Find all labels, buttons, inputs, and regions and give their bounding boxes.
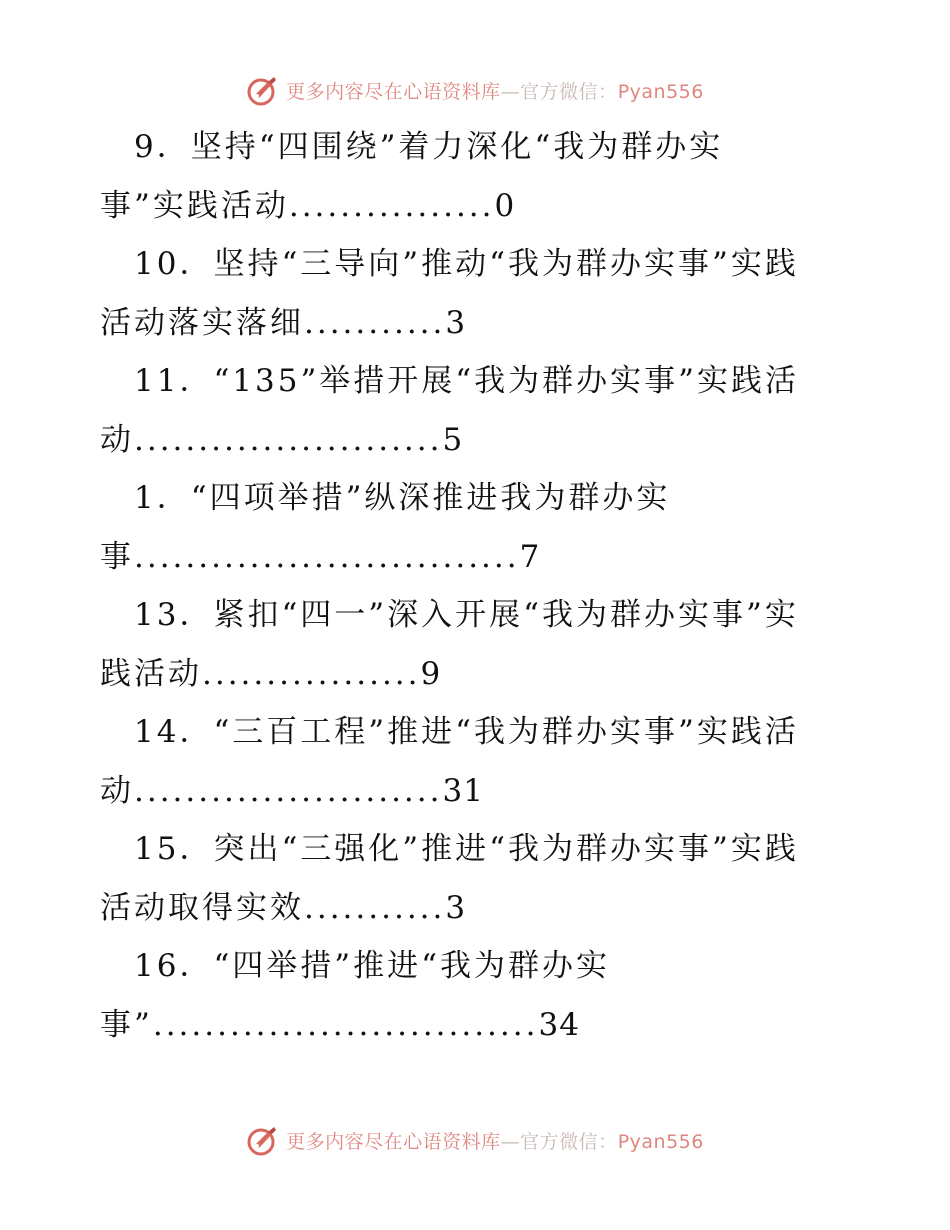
toc-entry-title-line: 14．“三百工程”推进“我为群办实事”实践活 [134, 714, 799, 750]
toc-page-number: 0 [494, 187, 516, 224]
toc-entry-leader-line [100, 294, 860, 353]
toc-entry[interactable] [100, 820, 860, 937]
toc-page-number: 7 [519, 538, 541, 575]
toc-entry[interactable] [100, 703, 860, 820]
watermark-text [286, 1127, 704, 1154]
toc-page-number: 31 [442, 772, 484, 809]
watermark-dash: — [500, 1130, 521, 1153]
toc-entry-leader-line [100, 645, 860, 704]
watermark-header [0, 70, 950, 110]
toc-entry-leader-line [100, 411, 860, 470]
watermark-official-label: 官方微信： [520, 1130, 618, 1153]
toc-entry-title-end: 践活动................. [100, 655, 421, 692]
toc-entry-leader-line [100, 528, 860, 587]
pen-logo-icon [246, 1123, 280, 1157]
toc-entry-title-line: 10．坚持“三导向”推动“我为群办实事”实践 [134, 246, 799, 282]
toc-entry[interactable] [100, 352, 860, 469]
watermark-site-text: 更多内容尽在心语资料库 [286, 80, 501, 103]
toc-page-number: 9 [420, 655, 442, 692]
pen-logo-icon [246, 73, 280, 107]
toc-entry-title-end: 活动取得实效........... [100, 889, 446, 926]
toc-entry-title-end: 事”实践活动................ [100, 187, 495, 224]
toc-entry-leader-line [100, 762, 860, 821]
toc-entry-title-end: 事.............................. [100, 538, 520, 575]
toc-entry-title-line: 9．坚持“四围绕”着力深化“我为群办实 [134, 129, 724, 165]
watermark-official-label: 官方微信： [520, 80, 618, 103]
toc-entry[interactable] [100, 586, 860, 703]
watermark-dash: — [500, 80, 521, 103]
toc-entry-title-end: 动........................ [100, 772, 443, 809]
toc-entry-title-line: 1．“四项举措”纵深推进我为群办实 [134, 480, 671, 516]
toc-entry[interactable] [100, 937, 860, 1054]
toc-entry-leader-line [100, 996, 860, 1055]
table-of-contents [100, 118, 860, 1054]
watermark-text [286, 77, 704, 104]
toc-page-number: 5 [442, 421, 464, 458]
toc-page-number: 3 [445, 889, 467, 926]
toc-entry-leader-line [100, 177, 860, 236]
toc-entry-title-line: 15．突出“三强化”推进“我为群办实事”实践 [134, 831, 799, 867]
toc-entry-title-line: 16．“四举措”推进“我为群办实 [134, 948, 610, 984]
watermark-account-id: Pyan556 [617, 80, 704, 103]
toc-entry[interactable] [100, 469, 860, 586]
watermark-account-id: Pyan556 [617, 1130, 704, 1153]
toc-entry-title-end: 活动落实落细........... [100, 304, 446, 341]
watermark-footer [0, 1120, 950, 1160]
toc-entry-title-end: 事”.............................. [100, 1006, 539, 1043]
watermark-site-text: 更多内容尽在心语资料库 [286, 1130, 501, 1153]
toc-entry-title-line: 13．紧扣“四一”深入开展“我为群办实事”实 [134, 597, 799, 633]
toc-entry[interactable] [100, 118, 860, 235]
toc-entry-title-line: 11．“135”举措开展“我为群办实事”实践活 [134, 363, 800, 399]
toc-page-number: 34 [538, 1006, 580, 1043]
toc-entry[interactable] [100, 235, 860, 352]
toc-entry-leader-line [100, 879, 860, 938]
toc-entry-title-end: 动........................ [100, 421, 443, 458]
toc-page-number: 3 [445, 304, 467, 341]
